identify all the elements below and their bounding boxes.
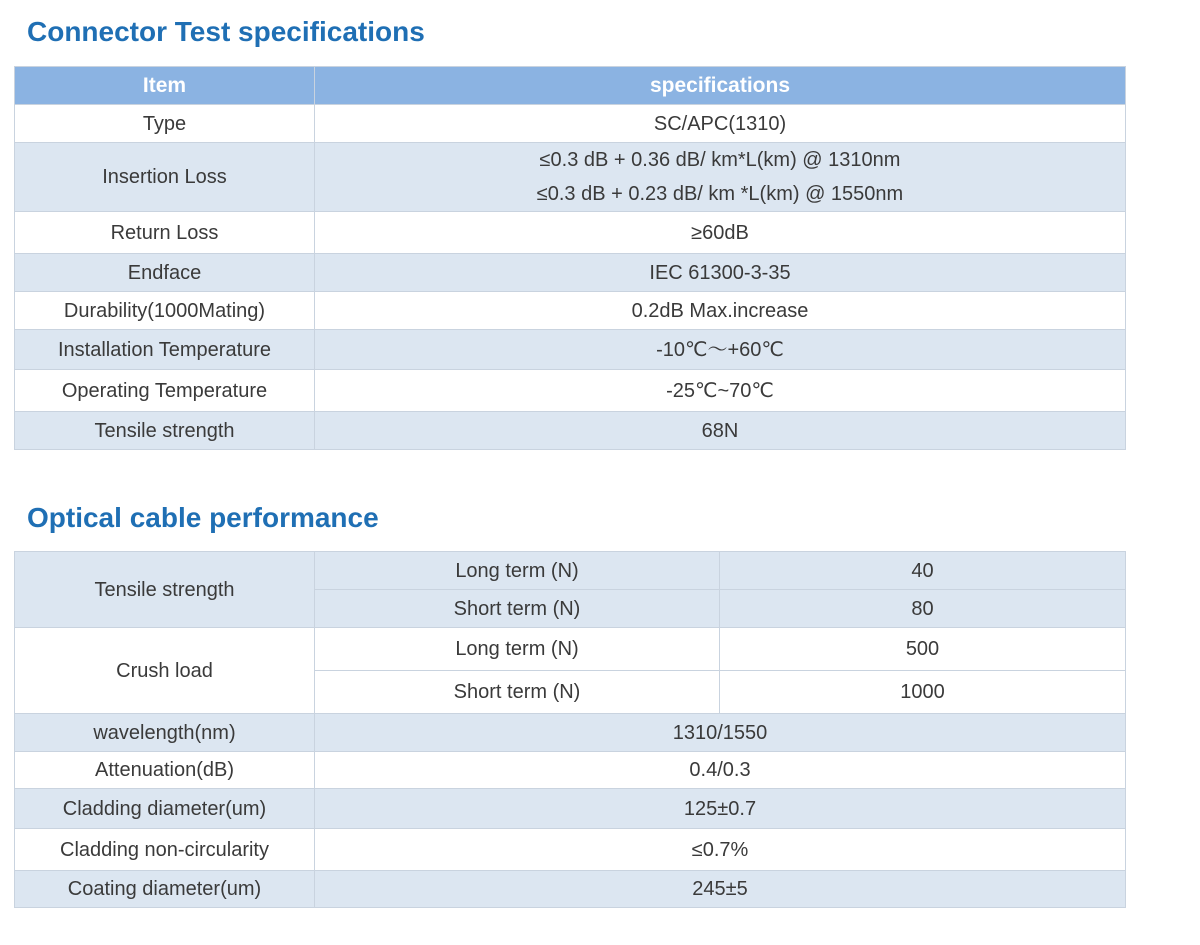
table-row: [15, 254, 1126, 292]
table-row: [15, 105, 1126, 143]
cable-performance-table: [14, 551, 1126, 908]
row-label: Return Loss: [15, 212, 315, 254]
row-label: Tensile strength: [15, 412, 315, 450]
table-row: [15, 789, 1126, 829]
table-row: [15, 143, 1126, 212]
row-label: Cladding non-circularity: [15, 829, 315, 871]
row-label: Crush load: [15, 628, 315, 714]
table-row: [15, 628, 1126, 671]
row-value: 1310/1550: [315, 714, 1126, 752]
table-row: [15, 752, 1126, 789]
table-row: [15, 714, 1126, 752]
row-label: Type: [15, 105, 315, 143]
table-row: [15, 412, 1126, 450]
row-label: Endface: [15, 254, 315, 292]
row-value: SC/APC(1310): [315, 105, 1126, 143]
row-label: Insertion Loss: [15, 143, 315, 212]
row-value-line: ≤0.3 dB + 0.36 dB/ km*L(km) @ 1310nm: [539, 149, 901, 171]
connector-spec-table: [14, 66, 1126, 450]
section-title-connector: Connector Test specifications: [27, 16, 425, 47]
row-value: 125±0.7: [315, 789, 1126, 829]
row-value: 0.2dB Max.increase: [315, 292, 1126, 330]
section-title-cable: Optical cable performance: [27, 502, 379, 533]
row-label: Operating Temperature: [15, 370, 315, 412]
row-value: 0.4/0.3: [315, 752, 1126, 789]
row-value: -25℃~70℃: [315, 370, 1126, 412]
table-row: [15, 292, 1126, 330]
row-value: -10℃～+60℃: [315, 330, 1126, 370]
table-row: [15, 871, 1126, 908]
sub-value: 1000: [720, 671, 1126, 714]
row-label: Cladding diameter(um): [15, 789, 315, 829]
column-header-specifications: specifications: [315, 67, 1126, 105]
sub-label: Long term (N): [315, 628, 720, 671]
sub-value: 40: [720, 552, 1126, 590]
row-value: [315, 143, 1126, 212]
row-label: Durability(1000Mating): [15, 292, 315, 330]
sub-label: Short term (N): [315, 590, 720, 628]
sub-value: 80: [720, 590, 1126, 628]
row-value: 245±5: [315, 871, 1126, 908]
sub-value: 500: [720, 628, 1126, 671]
table-row: [15, 829, 1126, 871]
column-header-item: Item: [15, 67, 315, 105]
row-label: Attenuation(dB): [15, 752, 315, 789]
table-row: [15, 330, 1126, 370]
table-row: [15, 552, 1126, 590]
row-label: Installation Temperature: [15, 330, 315, 370]
table-row: [15, 370, 1126, 412]
row-value: ≥60dB: [315, 212, 1126, 254]
row-value: ≤0.7%: [315, 829, 1126, 871]
row-value-line: ≤0.3 dB + 0.23 dB/ km *L(km) @ 1550nm: [536, 183, 904, 205]
table-header-row: [15, 67, 1126, 105]
row-value: 68N: [315, 412, 1126, 450]
table-row: [15, 212, 1126, 254]
sub-label: Long term (N): [315, 552, 720, 590]
row-label: wavelength(nm): [15, 714, 315, 752]
sub-label: Short term (N): [315, 671, 720, 714]
row-label: Tensile strength: [15, 552, 315, 628]
row-value: IEC 61300-3-35: [315, 254, 1126, 292]
row-label: Coating diameter(um): [15, 871, 315, 908]
